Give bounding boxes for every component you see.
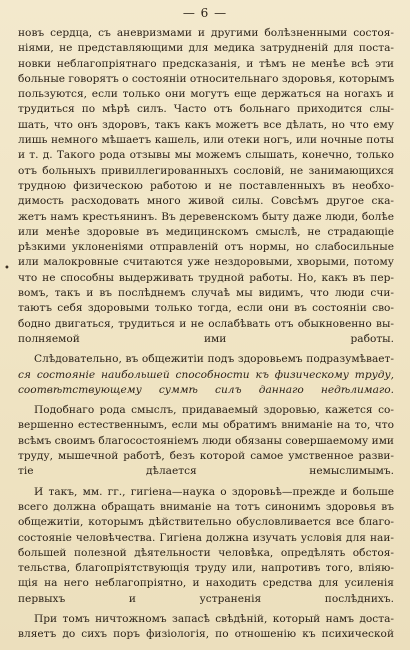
text-line: и т. д. Такого рода отзывы мы можемъ слышать, конечно, только <box>18 149 394 162</box>
text-line: трудиться по мѣрѣ силъ. Часто отъ больнаго приходится слы- <box>18 103 394 116</box>
text-line: всего должна обращать вниманіе на тотъ синонимъ здоровья въ <box>18 500 394 513</box>
text-line-emphasis: соотвѣтствующему суммѣ силъ даннаго недѣлимаго. <box>18 383 394 396</box>
text-line: шать, что онъ здоровъ, такъ какъ можетъ все дѣлать, но что ему <box>18 118 394 131</box>
text-line: общежитіи, которымъ дѣйствительно обусловливается все благо- <box>18 516 394 529</box>
text-line: Подобнаго рода смыслъ, придаваемый здоровью, кажется со- <box>34 404 394 417</box>
paragraph-1 <box>18 26 394 347</box>
text-line: вершенно естественнымъ, если мы обратимъ вниманіе на то, что <box>18 419 394 432</box>
text-line: щія на него неблагопріятно, и находить средства для усиленія <box>18 577 394 590</box>
paragraph-5 <box>18 612 394 643</box>
paragraph-4 <box>18 485 394 607</box>
paragraph-3 <box>18 403 394 479</box>
text-line: состояніе человѣчества. Гигіена должна изучать условія для наи- <box>18 531 394 544</box>
text-line: ніями, не представляющими для медика затрудненій для поста- <box>18 42 394 55</box>
text-line: И такъ, мм. гг., гигіена—наука о здоровьѣ—прежде и больше <box>34 485 394 498</box>
text-line: вомъ, такъ и въ послѣднемъ случаѣ мы видимъ, что люди счи- <box>18 287 394 300</box>
paragraph-2 <box>18 352 394 398</box>
text-line: больные говорятъ о состояніи относительнаго здоровья, которымъ <box>18 72 395 85</box>
text-line: вляетъ до сихъ поръ физіологія, по отношенію къ психической <box>18 628 394 641</box>
text-line: полняемой ими работы. <box>18 332 394 345</box>
text-line: большей полезной дѣятельности человѣка, опредѣлять обстоя- <box>18 546 394 559</box>
text-line: отъ больныхъ привиллегированныхъ сословій, не занимающихся <box>18 164 394 177</box>
text-line: димость расходовать много живой силы. Совсѣмъ другое ска- <box>18 195 394 208</box>
text-line: всѣмъ своимъ благосостояніемъ люди обязаны совершаемому ими <box>18 434 394 447</box>
text-line: тельства, благопріятствующія труду или, напротивъ того, вліяю- <box>18 562 394 575</box>
text-line: новки неблагопріятнаго предсказанія, и тѣмъ не менѣе всѣ эти <box>18 57 394 70</box>
text-line: что не способны выдерживать трудной работы. Но, какъ въ пер- <box>18 271 394 284</box>
text-line: тіе дѣлается немыслимымъ. <box>18 465 394 478</box>
text-line: первыхъ и устраненія послѣднихъ. <box>18 592 394 605</box>
text-line: или малокровные считаются уже нездоровыми, хворыми, потому <box>18 256 394 269</box>
body-text <box>18 26 394 648</box>
text-line-emphasis: ся состояніе наибольшей способности къ физическому труду, <box>18 368 394 381</box>
text-line: жетъ намъ крестьянинъ. Въ деревенскомъ быту даже люди, болѣе <box>18 210 394 223</box>
text-line: рѣзкими уклоненіями отправленій отъ нормы, но слабосильные <box>18 241 394 254</box>
text-line: таютъ себя здоровыми только тогда, если они въ состояніи сво- <box>18 302 394 315</box>
text-line: При томъ ничтожномъ запасѣ свѣдѣній, который намъ доста- <box>34 612 394 625</box>
margin-mark: • <box>4 263 10 274</box>
text-line: лишь немного мѣшаетъ кашель, или отеки ногъ, или ночные поты <box>18 134 394 147</box>
text-line: или менѣе здоровые въ медицинскомъ смыслѣ, не страдающіе <box>18 225 394 238</box>
text-line: бодно двигаться, трудиться и не ослабѣвать отъ обыкновенно вы- <box>18 317 394 330</box>
text-line: Слѣдовательно, въ общежитіи подъ здоровьемъ подразумѣвает- <box>34 353 394 366</box>
text-line: новъ сердца, съ аневризмами и другими болѣзненными состоя- <box>18 27 394 39</box>
page-number: — 6 — <box>182 6 228 20</box>
text-line: трудною физическою работою и не поставленныхъ въ необхо- <box>18 179 394 192</box>
text-line: труду, мышечной работѣ, безъ которой самое умственное разви- <box>18 450 394 463</box>
text-line: пользуются, если только они могутъ еще держаться на ногахъ и <box>18 88 394 101</box>
